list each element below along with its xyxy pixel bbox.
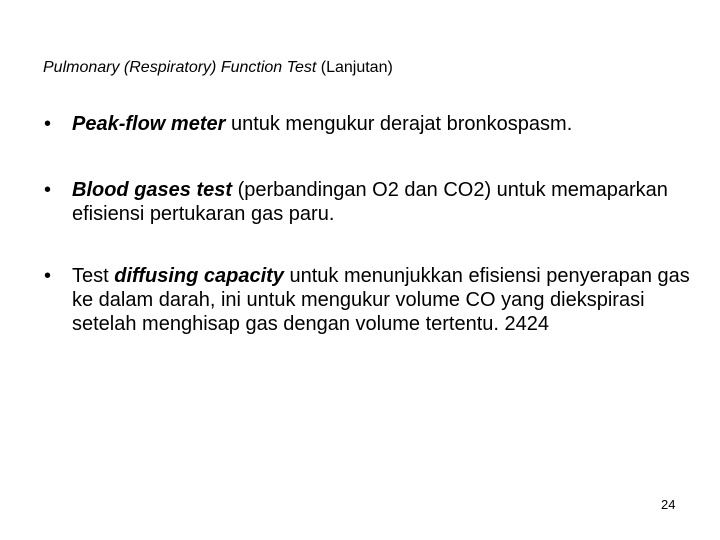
bullet-text: (perbandingan O2 dan CO2) untuk memaparkan efisiensi pertukaran gas paru. (72, 179, 668, 225)
bullet-emphasis: Blood gases test (72, 179, 233, 201)
title-plain-part: (Lanjutan) (316, 59, 393, 76)
slide-title (43, 57, 683, 79)
bullet-marker: • (44, 113, 52, 135)
bullet-emphasis: Peak-flow meter (72, 113, 226, 135)
bullet-marker: • (44, 179, 52, 201)
bullet-prefix: Test (72, 265, 115, 287)
bullet-item-diffusing-capacity (44, 264, 712, 336)
bullet-emphasis: diffusing capacity (114, 265, 284, 287)
bullet-text: untuk menunjukkan efisiensi penyerapan gas ke dalam darah, ini untuk mengukur volume CO yang diekspirasi setelah menghisap gas dengan volume tertentu. 2424 (72, 265, 690, 335)
bullet-item-blood-gases (44, 178, 712, 226)
bullet-item-peak-flow (44, 112, 712, 136)
title-italic-part: Pulmonary (Respiratory) Function Test (43, 59, 317, 76)
bullet-marker: • (44, 265, 52, 287)
page-number: 24 (661, 497, 676, 512)
bullet-text: untuk mengukur derajat bronkospasm. (225, 113, 573, 135)
